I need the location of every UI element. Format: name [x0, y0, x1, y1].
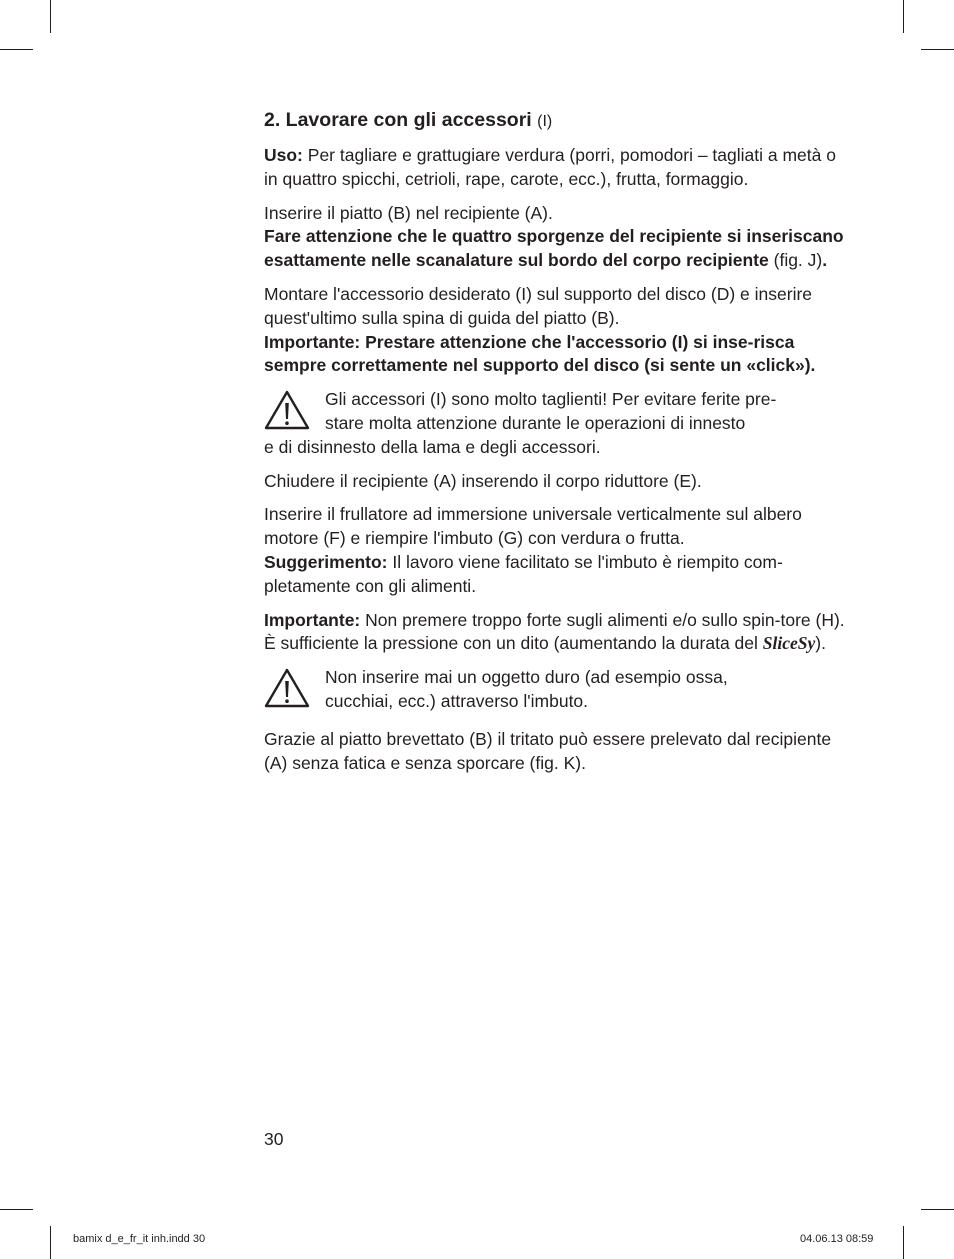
crop-mark [50, 0, 51, 33]
important-end: ). [815, 633, 826, 654]
step1-text: Inserire il piatto (B) nel recipiente (A). [264, 202, 553, 223]
usage-paragraph [264, 144, 854, 192]
slug-filename: bamix d_e_fr_it inh.indd 30 [73, 1233, 206, 1245]
warning-triangle-icon [264, 390, 310, 430]
step2-bold: Importante: Prestare attenzione che l'accessorio (I) si inse-risca sempre correttamente nel supporto del disco (si sente un «click»). [264, 331, 816, 376]
step3-text: Chiudere il recipiente (A) inserendo il corpo riduttore (E). [264, 470, 702, 491]
crop-mark [903, 1226, 904, 1259]
usage-text: Per tagliare e grattugiare verdura (porri, pomodori – tagliati a metà o in quattro spicchi, cetrioli, rape, carote, ecc.), frutta, formaggio. [264, 145, 836, 189]
step3-paragraph [264, 470, 854, 494]
step1-ref: (fig. J) [773, 250, 823, 271]
important-text: Non premere troppo forte sugli alimenti e/o sullo spin-tore (H). È sufficiente la pressione con un dito (aumentando la durata del [264, 609, 845, 654]
crop-mark [921, 1209, 954, 1210]
step1-end: . [822, 250, 828, 271]
section-title-text: 2. Lavorare con gli accessori [264, 109, 532, 131]
crop-mark [0, 1209, 33, 1210]
page-number: 30 [264, 1129, 284, 1149]
warning2-line1: Non inserire mai un oggetto duro (ad esempio ossa, [325, 667, 728, 688]
tip-text: Il lavoro viene facilitato se l'imbuto è riempito com-pletamente con gli alimenti. [264, 551, 783, 596]
warning-block-1 [264, 388, 854, 459]
important-label: Importante: [264, 609, 361, 630]
step1-bold: Fare attenzione che le quattro sporgenze del recipiente si inseriscano esattamente nelle scanalature sul bordo del corpo recipiente [264, 226, 844, 271]
warning-triangle-icon [264, 668, 310, 708]
crop-mark [921, 49, 954, 50]
step5-paragraph [264, 728, 854, 776]
step4-paragraph [264, 503, 854, 598]
step5-text: Grazie al piatto brevettato (B) il tritato può essere prelevato dal recipiente (A) senza fatica e senza sporcare (fig. K). [264, 728, 832, 773]
crop-mark [0, 49, 33, 50]
crop-mark [903, 0, 904, 33]
step2-text: Montare l'accessorio desiderato (I) sul supporto del disco (D) e inserire quest'ultimo sulla spina di guida del piatto (B). [264, 283, 813, 328]
page-content [264, 108, 854, 785]
step1-paragraph [264, 202, 854, 273]
brand-name: SliceSy [762, 633, 816, 654]
important-paragraph [264, 609, 854, 657]
slug-date: 04.06.13 08:59 [800, 1233, 874, 1245]
step4-text: Inserire il frullatore ad immersione universale verticalmente sul albero motore (F) e riempire l'imbuto (G) con verdura o frutta. [264, 504, 802, 549]
section-title-ref: (I) [537, 113, 553, 130]
warning1-line1: Gli accessori (I) sono molto taglienti! Per evitare ferite pre- [325, 389, 777, 410]
section-title [264, 108, 854, 134]
usage-label: Uso: [264, 145, 303, 165]
warning2-line2: cucchiai, ecc.) attraverso l'imbuto. [325, 690, 589, 711]
crop-mark [50, 1226, 51, 1259]
warning1-line2: stare molta attenzione durante le operazioni di innesto [325, 412, 746, 433]
step2-paragraph [264, 283, 854, 378]
warning1-line3: e di disinnesto della lama e degli accessori. [264, 436, 601, 457]
warning-block-2 [264, 666, 854, 714]
tip-label: Suggerimento: [264, 551, 388, 572]
